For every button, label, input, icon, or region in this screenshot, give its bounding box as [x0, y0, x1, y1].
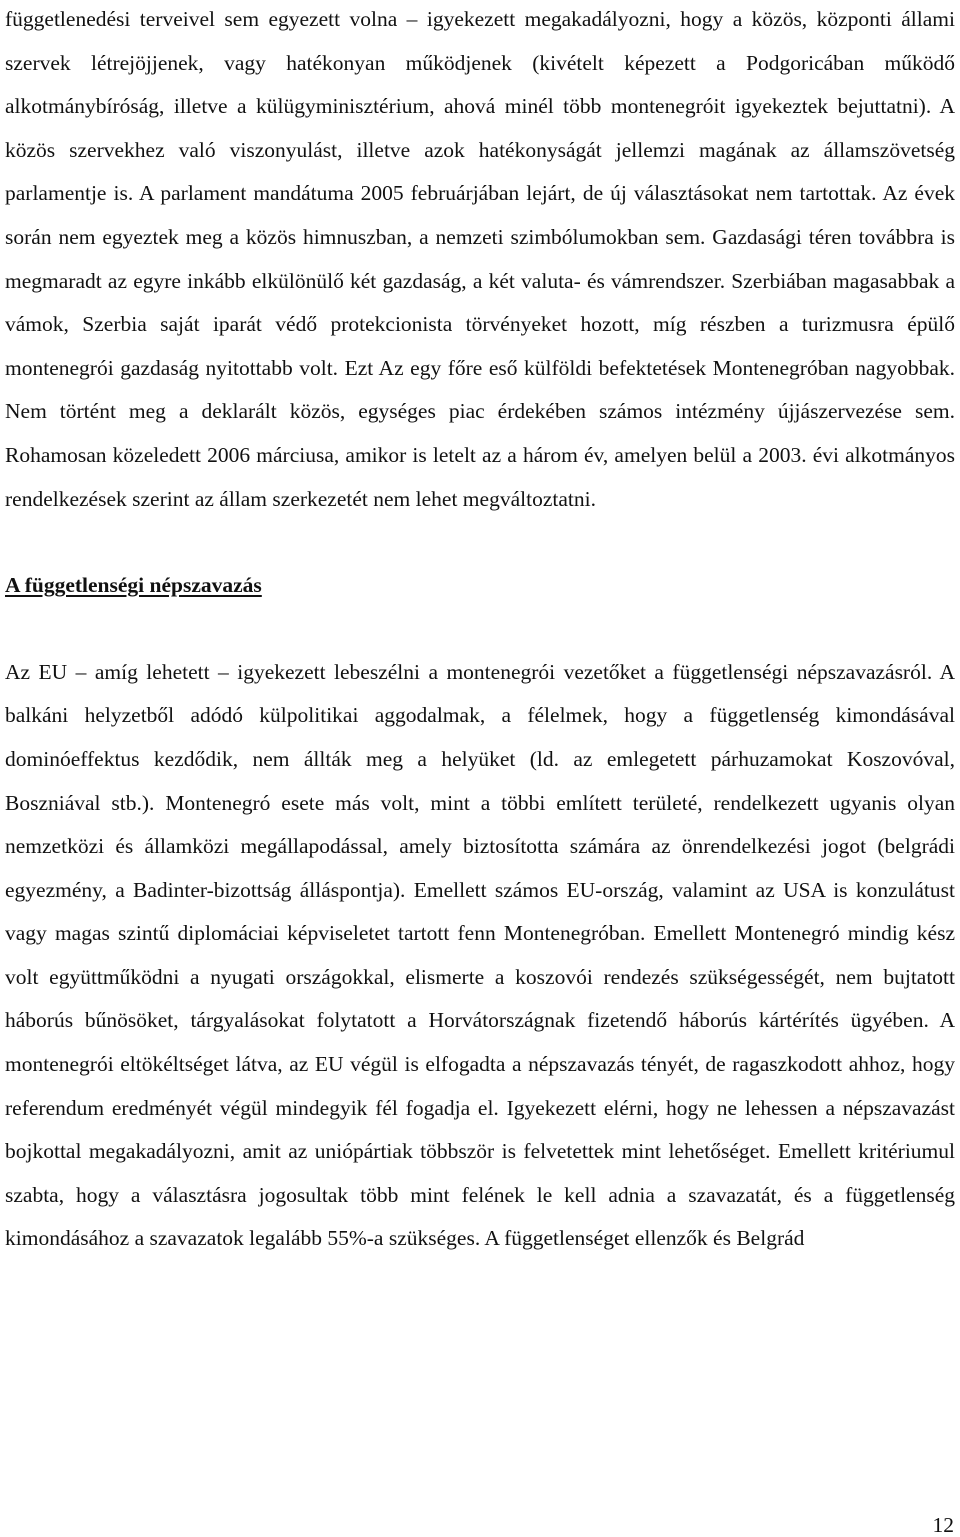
- body-paragraph: Az EU – amíg lehetett – igyekezett lebeszélni a montenegrói vezetőket a függetlenségi népszavazásról. A balkáni helyzetből adódó külpolitikai aggodalmak, a félelmek, hogy a függetlenség kimondásával dominóeffektus kezdődik, nem állták meg a helyüket (ld. az emlegetett párhuzamokat Koszovóval, Boszniával stb.). Montenegró esete más volt, mint a többi említett területé, rendelkezett ugyanis olyan nemzetközi és államközi megállapodással, amely biztosította számára az önrendelkezési jogot (belgrádi egyezmény, a Badinter-bizottság álláspontja). Emellett számos EU-ország, valamint az USA is konzulátust vagy magas szintű diplomáciai képviseletet tartott fenn Montenegróban. Emellett Montenegró mindig kész volt együttműködni a nyugati országokkal, elismerte a koszovói rendezés szükségességét, nem bujtatott háborús bűnösöket, tárgyalásokat folytatott a Horvátországnak fizetendő háborús kártérítés ügyében. A montenegrói eltökéltséget látva, az EU végül is elfogadta a népszavazás tényét, de ragaszkodott ahhoz, hogy referendum eredményét végül mindegyik fél fogadja el. Igyekezett elérni, hogy ne lehessen a népszavazást bojkottal megakadályozni, amit az uniópártiak többször is felvetettek mint lehetőséget. Emellett kritériumul szabta, hogy a választásra jogosultak több mint felének le kell adnia a szavazatát, és a függetlenség kimondásához a szavazatok legalább 55%-a szükséges. A függetlenséget ellenzők és Belgrád: [5, 659, 955, 1251]
- page-number: 12: [932, 1513, 954, 1537]
- body-paragraph: függetlenedési terveivel sem egyezett volna – igyekezett megakadályozni, hogy a közös, központi állami szervek létrejöjjenek, vagy hatékonyan működjenek (kivételt képezett a Podgoricában működő alkotmánybíróság, illetve a külügyminisztérium, ahová minél több montenegróit igyekeztek bejuttatni). A közös szervekhez való viszonyulást, illetve azok hatékonyságát jellemzi magának az államszövetség parlamentje is. A parlament mandátuma 2005 februárjában lejárt, de új választásokat nem tartottak. Az évek során nem egyeztek meg a közös himnuszban, a nemzeti szimbólumokban sem. Gazdasági téren továbbra is megmaradt az egyre inkább elkülönülő két gazdaság, a két valuta- és vámrendszer. Szerbiában magasabbak a vámok, Szerbia saját iparát védő protekcionista törvényeket hozott, míg részben a turizmusra épülő montenegrói gazdaság nyitottabb volt. Ezt Az egy főre eső külföldi befektetések Montenegróban nagyobbak. Nem történt meg a deklarált közös, egységes piac érdekében számos intézmény újjászervezése sem. Rohamosan közeledett 2006 márciusa, amikor is letelt az a három év, amelyen belül a 2003. évi alkotmányos rendelkezések szerint az állam szerkezetét nem lehet megváltoztatni.: [5, 7, 955, 511]
- section-heading: A függetlenségi népszavazás: [5, 573, 262, 598]
- document-page: [5, 0, 955, 1261]
